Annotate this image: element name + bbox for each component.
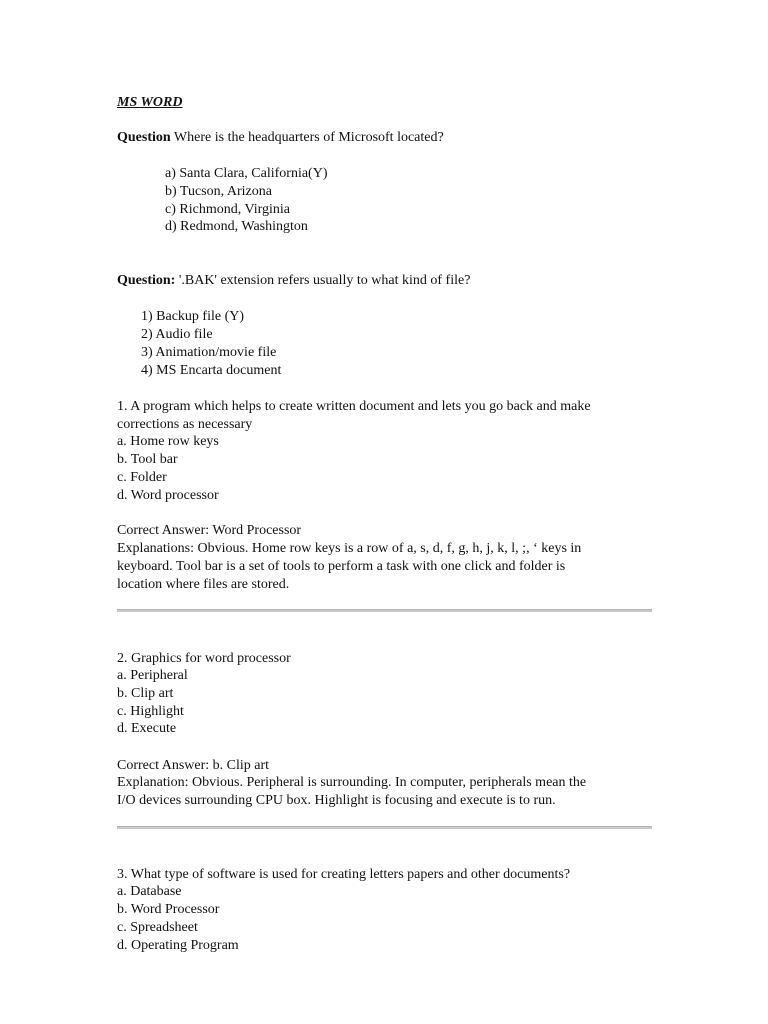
question-text: Where is the headquarters of Microsoft located? xyxy=(170,130,444,145)
option-item: d) Redmond, Washington xyxy=(165,219,308,234)
option-item: a. Peripheral xyxy=(117,668,188,683)
option-item: c. Folder xyxy=(117,470,167,485)
question-3-text: 3. What type of software is used for creating letters papers and other documents? xyxy=(117,867,571,882)
question-1-text: 1. A program which helps to create written document and lets you go back and make xyxy=(117,399,591,414)
option-item: c) Richmond, Virginia xyxy=(165,202,291,217)
option-item: d. Execute xyxy=(117,721,177,736)
correct-answer: Correct Answer: b. Clip art xyxy=(117,758,270,773)
horizontal-divider xyxy=(117,826,652,829)
option-item: 2) Audio file xyxy=(141,327,213,342)
option-item: b. Tool bar xyxy=(117,452,178,467)
option-item: a. Home row keys xyxy=(117,434,219,449)
explanation-line: Explanation: Obvious. Peripheral is surrounding. In computer, peripherals mean the xyxy=(117,775,587,790)
option-item: d. Word processor xyxy=(117,488,219,503)
question-label: Question: xyxy=(117,273,176,288)
intro-question-1 xyxy=(117,129,444,147)
correct-answer: Correct Answer: Word Processor xyxy=(117,523,302,538)
option-item: a) Santa Clara, California(Y) xyxy=(165,166,328,181)
horizontal-divider xyxy=(117,609,652,612)
explanation-line: location where files are stored. xyxy=(117,577,290,592)
question-label: Question xyxy=(117,130,171,145)
explanation-line: keyboard. Tool bar is a set of tools to perform a task with one click and folder is xyxy=(117,559,566,574)
question-2-text: 2. Graphics for word processor xyxy=(117,651,291,666)
option-item: a. Database xyxy=(117,884,182,899)
option-item: 1) Backup file (Y) xyxy=(141,309,245,324)
explanation-line: I/O devices surrounding CPU box. Highlight is focusing and execute is to run. xyxy=(117,793,556,808)
explanation-line: Explanations: Obvious. Home row keys is a row of a, s, d, f, g, h, j, k, l, ;, ‘ keys in xyxy=(117,541,582,556)
question-text: '.BAK' extension refers usually to what kind of file? xyxy=(175,273,471,288)
option-item: c. Spreadsheet xyxy=(117,920,198,935)
intro-question-2 xyxy=(117,272,470,290)
option-item: b. Word Processor xyxy=(117,902,220,917)
option-item: 3) Animation/movie file xyxy=(141,345,277,360)
document-title: MS WORD xyxy=(117,95,183,110)
question-1-text-cont: corrections as necessary xyxy=(117,417,253,432)
option-item: d. Operating Program xyxy=(117,938,239,953)
option-item: b. Clip art xyxy=(117,686,174,701)
option-item: c. Highlight xyxy=(117,704,184,719)
option-item: 4) MS Encarta document xyxy=(141,363,282,378)
option-item: b) Tucson, Arizona xyxy=(165,184,272,199)
